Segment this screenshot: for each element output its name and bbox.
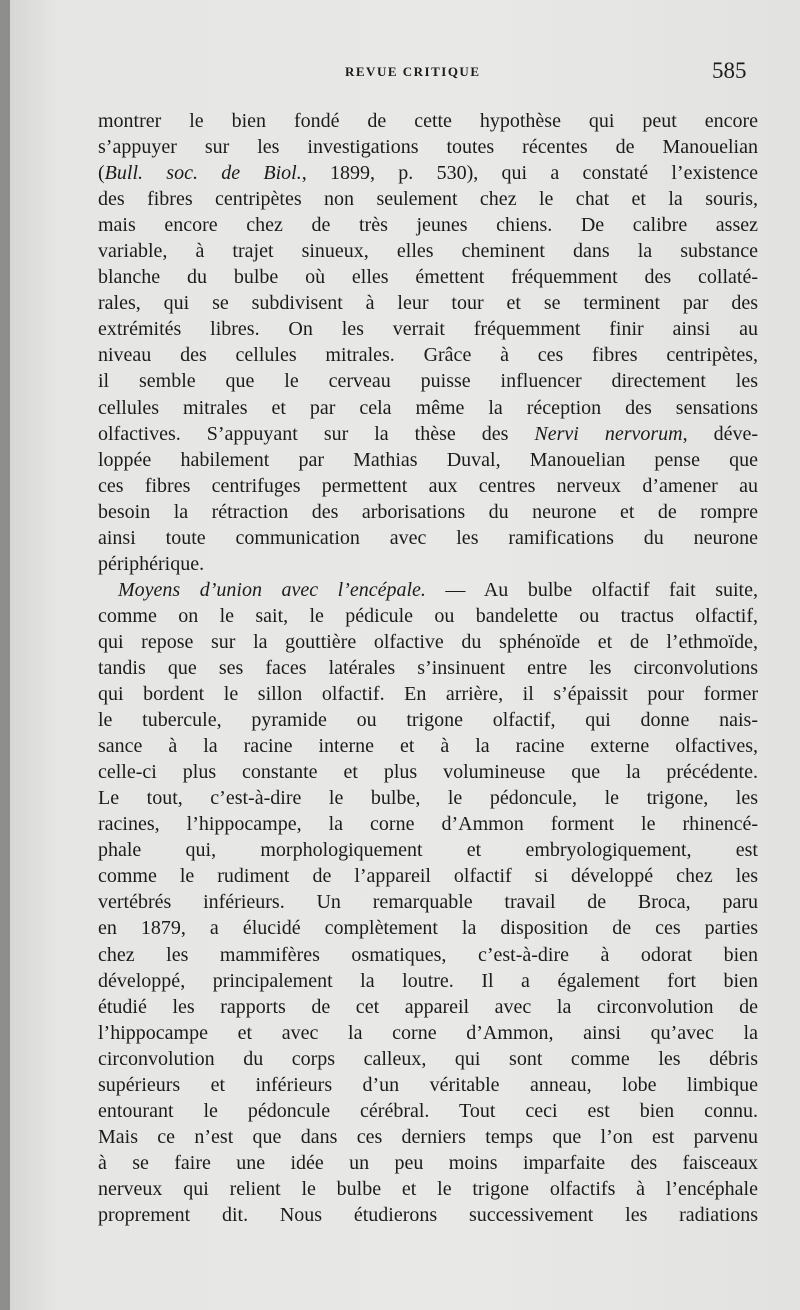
text-line: périphérique. bbox=[98, 552, 205, 575]
text-line: rales, qui se subdivisent à leur tour et se terminent par des bbox=[98, 292, 758, 315]
text-line: qui repose sur la gouttière olfactive du sphénoïde et de l’ethmoïde, bbox=[98, 630, 758, 653]
text-line: comme le rudiment de l’appareil olfactif si développé chez les bbox=[98, 865, 758, 888]
text-line: variable, à trajet sinueux, elles cheminent dans la substance bbox=[98, 240, 758, 263]
text-line: phale qui, morphologiquement et embryologiquement, est bbox=[98, 839, 758, 862]
text-line: extrémités libres. On les verrait fréquemment finir ainsi au bbox=[98, 318, 758, 341]
text-line: (Bull. soc. de Biol., 1899, p. 530), qui a constaté l’existence bbox=[98, 162, 758, 185]
text-line: ces fibres centrifuges permettent aux centres nerveux d’amener au bbox=[98, 474, 758, 497]
text-line: s’appuyer sur les investigations toutes récentes de Manouelian bbox=[98, 136, 758, 159]
text-line: Moyens d’union avec l’encépale. — Au bulbe olfactif fait suite, bbox=[118, 578, 758, 601]
text-line: Le tout, c’est-à-dire le bulbe, le pédoncule, le trigone, les bbox=[98, 787, 758, 810]
text-line: le tubercule, pyramide ou trigone olfactif, qui donne nais- bbox=[98, 709, 758, 732]
text-line: olfactives. S’appuyant sur la thèse des Nervi nervorum, déve- bbox=[98, 422, 758, 445]
text-line: montrer le bien fondé de cette hypothèse qui peut encore bbox=[98, 110, 758, 132]
page-gutter-shadow bbox=[0, 0, 10, 1310]
page-number: 585 bbox=[712, 58, 747, 83]
text-line: racines, l’hippocampe, la corne d’Ammon forment le rhinencé- bbox=[98, 813, 758, 836]
text-line: nerveux qui relient le bulbe et le trigone olfactifs à l’encéphale bbox=[98, 1177, 758, 1200]
running-title: REVUE CRITIQUE bbox=[345, 64, 481, 79]
text-line: l’hippocampe et avec la corne d’Ammon, ainsi qu’avec la bbox=[98, 1021, 758, 1044]
page-header bbox=[0, 58, 800, 88]
text-line: tandis que ses faces latérales s’insinuent entre les circonvolutions bbox=[98, 656, 758, 679]
text-line: supérieurs et inférieurs d’un véritable anneau, lobe limbique bbox=[98, 1073, 758, 1096]
text-line: comme on le sait, le pédicule ou bandelette ou tractus olfactif, bbox=[98, 604, 758, 627]
body-text bbox=[98, 108, 758, 1228]
text-line: ainsi toute communication avec les ramifications du neurone bbox=[98, 526, 758, 549]
text-line: entourant le pédoncule cérébral. Tout ceci est bien connu. bbox=[98, 1099, 758, 1122]
text-line: celle-ci plus constante et plus volumineuse que la précédente. bbox=[98, 761, 758, 784]
text-line: mais encore chez de très jeunes chiens. De calibre assez bbox=[98, 214, 758, 237]
text-line: loppée habilement par Mathias Duval, Manouelian pense que bbox=[98, 448, 758, 471]
text-line: il semble que le cerveau puisse influencer directement les bbox=[98, 370, 758, 393]
text-line: sance à la racine interne et à la racine externe olfactives, bbox=[98, 735, 758, 758]
text-line: circonvolution du corps calleux, qui sont comme les débris bbox=[98, 1047, 758, 1070]
text-line: étudié les rapports de cet appareil avec la circonvolution de bbox=[98, 995, 758, 1018]
text-line: développé, principalement la loutre. Il a également fort bien bbox=[98, 969, 758, 992]
text-line: cellules mitrales et par cela même la réception des sensations bbox=[98, 396, 758, 419]
text-line: qui bordent le sillon olfactif. En arrière, il s’épaissit pour former bbox=[98, 683, 758, 706]
text-line: en 1879, a élucidé complètement la disposition de ces parties bbox=[98, 917, 758, 940]
text-line: blanche du bulbe où elles émettent fréquemment des collaté- bbox=[98, 266, 758, 289]
text-line: proprement dit. Nous étudierons successivement les radiations bbox=[98, 1203, 758, 1226]
text-line: niveau des cellules mitrales. Grâce à ces fibres centripètes, bbox=[98, 344, 758, 367]
text-line: vertébrés inférieurs. Un remarquable travail de Broca, paru bbox=[98, 891, 758, 914]
text-line: chez les mammifères osmatiques, c’est-à-dire à odorat bien bbox=[98, 943, 758, 966]
text-line: des fibres centripètes non seulement chez le chat et la souris, bbox=[98, 188, 758, 211]
text-line: à se faire une idée un peu moins imparfaite des faisceaux bbox=[98, 1151, 758, 1174]
text-line: Mais ce n’est que dans ces derniers temps que l’on est parvenu bbox=[98, 1125, 758, 1148]
text-line: besoin la rétraction des arborisations du neurone et de rompre bbox=[98, 500, 758, 523]
